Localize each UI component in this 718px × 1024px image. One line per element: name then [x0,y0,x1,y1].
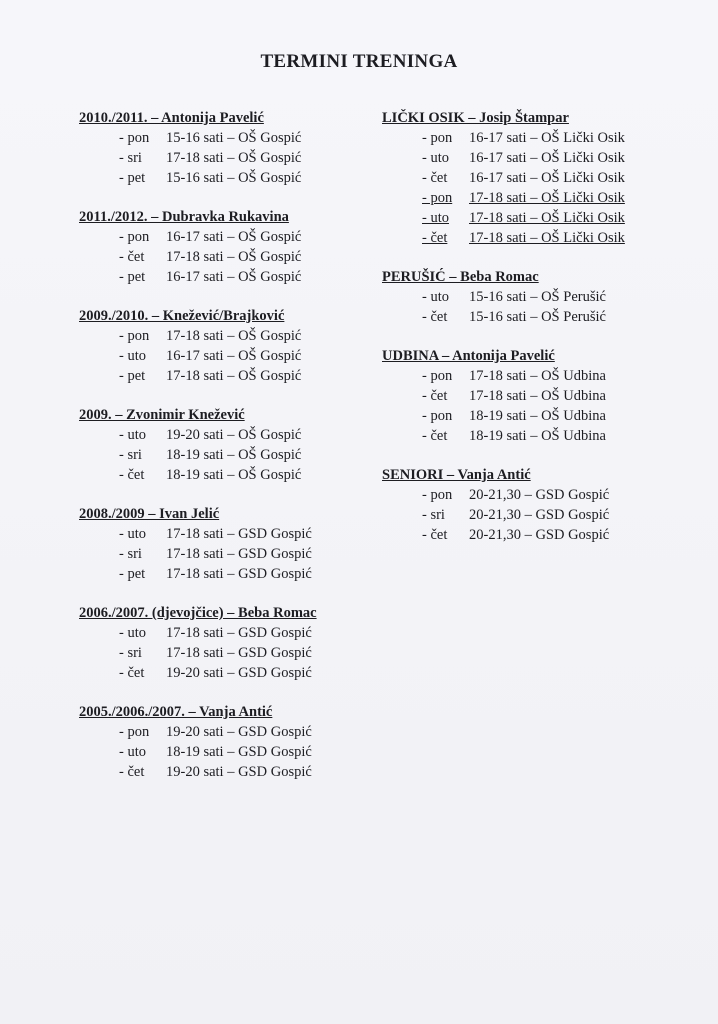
day-label: - sri [119,447,142,463]
time-location: 17-18 sati – OŠ Gospić [166,249,302,265]
time-location: 20-21,30 – GSD Gospić [469,527,610,543]
day-label: - pet [119,368,146,384]
day-label: - čet [119,249,145,265]
schedule-row [382,128,702,148]
schedule-row [79,465,379,485]
day-label: - pon [119,229,150,245]
time-location: 18-19 sati – OŠ Gospić [166,447,302,463]
day-label: - pon [119,130,150,146]
day-label: - čet [422,170,448,186]
section-heading: PERUŠIĆ – Beba Romac [382,269,539,285]
time-location: 18-19 sati – OŠ Udbina [469,408,606,424]
time-location: 16-17 sati – OŠ Lički Osik [469,170,625,186]
schedule-row [79,346,379,366]
day-label: - sri [119,150,142,166]
schedule-row [382,485,702,505]
schedule-section [79,702,379,782]
schedule-row [79,762,379,782]
schedule-section [382,108,702,248]
schedule-section [382,346,702,446]
day-label: - pet [119,170,146,186]
section-heading: 2011./2012. – Dubravka Rukavina [79,209,289,225]
day-label: - uto [422,289,449,305]
time-location: 15-16 sati – OŠ Gospić [166,130,302,146]
schedule-row [382,168,702,188]
schedule-section [79,603,379,683]
schedule-row [79,168,379,188]
schedule-section [79,108,379,188]
page-title: TERMINI TRENINGA [260,51,458,72]
time-location: 17-18 sati – GSD Gospić [166,546,312,562]
day-label: - čet [422,527,448,543]
schedule-row [382,525,702,545]
schedule-row [79,544,379,564]
time-location: 17-18 sati – OŠ Lički Osik [469,230,625,246]
time-location: 17-18 sati – GSD Gospić [166,526,312,542]
time-location: 17-18 sati – OŠ Udbina [469,388,606,404]
time-location: 17-18 sati – OŠ Gospić [166,150,302,166]
day-label: - pon [119,328,150,344]
day-label: - uto [119,625,146,641]
schedule-row [382,287,702,307]
day-label: - pon [422,408,453,424]
schedule-row [79,267,379,287]
time-location: 16-17 sati – OŠ Lički Osik [469,130,625,146]
time-location: 18-19 sati – GSD Gospić [166,744,312,760]
day-label: - sri [119,546,142,562]
day-label: - uto [119,348,146,364]
left-column [79,108,379,801]
section-heading: UDBINA – Antonija Pavelić [382,348,555,364]
day-label: - čet [422,428,448,444]
day-label: - uto [119,427,146,443]
time-location: 19-20 sati – GSD Gospić [166,665,312,681]
section-heading: 2008./2009 – Ivan Jelić [79,506,220,522]
section-heading: 2005./2006./2007. – Vanja Antić [79,704,273,720]
schedule-row [79,623,379,643]
schedule-section [79,405,379,485]
schedule-row [79,326,379,346]
schedule-row [79,663,379,683]
day-label: - pon [422,368,453,384]
day-label: - pon [422,190,453,206]
schedule-row [79,445,379,465]
schedule-row [79,148,379,168]
schedule-row [382,426,702,446]
schedule-row [382,228,702,248]
time-location: 16-17 sati – OŠ Lički Osik [469,150,625,166]
schedule-section [382,465,702,545]
time-location: 17-18 sati – OŠ Lički Osik [469,190,625,206]
day-label: - čet [422,388,448,404]
section-heading: SENIORI – Vanja Antić [382,467,531,483]
schedule-row [382,386,702,406]
time-location: 17-18 sati – OŠ Lički Osik [469,210,625,226]
schedule-row [382,505,702,525]
schedule-row [79,643,379,663]
time-location: 19-20 sati – GSD Gospić [166,764,312,780]
day-label: - uto [119,744,146,760]
right-column [382,108,702,564]
time-location: 15-16 sati – OŠ Perušić [469,309,606,325]
day-label: - čet [422,230,448,246]
schedule-row [382,208,702,228]
time-location: 17-18 sati – OŠ Gospić [166,368,302,384]
time-location: 16-17 sati – OŠ Gospić [166,229,302,245]
section-heading: 2009./2010. – Knežević/Brajković [79,308,285,324]
day-label: - pet [119,269,146,285]
day-label: - čet [119,764,145,780]
day-label: - sri [422,507,445,523]
time-location: 15-16 sati – OŠ Perušić [469,289,606,305]
schedule-row [79,564,379,584]
time-location: 17-18 sati – GSD Gospić [166,566,312,582]
time-location: 20-21,30 – GSD Gospić [469,487,610,503]
schedule-section [79,306,379,386]
day-label: - pet [119,566,146,582]
day-label: - uto [422,210,449,226]
schedule-section [382,267,702,327]
schedule-row [382,406,702,426]
schedule-row [79,227,379,247]
time-location: 18-19 sati – OŠ Udbina [469,428,606,444]
time-location: 17-18 sati – OŠ Udbina [469,368,606,384]
schedule-row [79,128,379,148]
time-location: 16-17 sati – OŠ Gospić [166,269,302,285]
day-label: - pon [422,130,453,146]
time-location: 17-18 sati – GSD Gospić [166,645,312,661]
schedule-row [382,366,702,386]
schedule-row [79,425,379,445]
time-location: 17-18 sati – OŠ Gospić [166,328,302,344]
schedule-row [382,188,702,208]
schedule-row [79,247,379,267]
section-heading: LIČKI OSIK – Josip Štampar [382,110,569,126]
schedule-row [79,742,379,762]
section-heading: 2010./2011. – Antonija Pavelić [79,110,264,126]
schedule-row [79,722,379,742]
section-heading: 2006./2007. (djevojčice) – Beba Romac [79,605,317,621]
time-location: 19-20 sati – GSD Gospić [166,724,312,740]
day-label: - čet [119,665,145,681]
day-label: - uto [422,150,449,166]
schedule-section [79,504,379,584]
schedule-section [79,207,379,287]
day-label: - uto [119,526,146,542]
time-location: 20-21,30 – GSD Gospić [469,507,610,523]
day-label: - pon [119,724,150,740]
time-location: 17-18 sati – GSD Gospić [166,625,312,641]
time-location: 15-16 sati – OŠ Gospić [166,170,302,186]
schedule-row [79,366,379,386]
section-heading: 2009. – Zvonimir Knežević [79,407,245,423]
schedule-row [382,307,702,327]
day-label: - pon [422,487,453,503]
day-label: - čet [422,309,448,325]
time-location: 18-19 sati – OŠ Gospić [166,467,302,483]
time-location: 19-20 sati – OŠ Gospić [166,427,302,443]
day-label: - sri [119,645,142,661]
day-label: - čet [119,467,145,483]
schedule-row [79,524,379,544]
time-location: 16-17 sati – OŠ Gospić [166,348,302,364]
schedule-row [382,148,702,168]
